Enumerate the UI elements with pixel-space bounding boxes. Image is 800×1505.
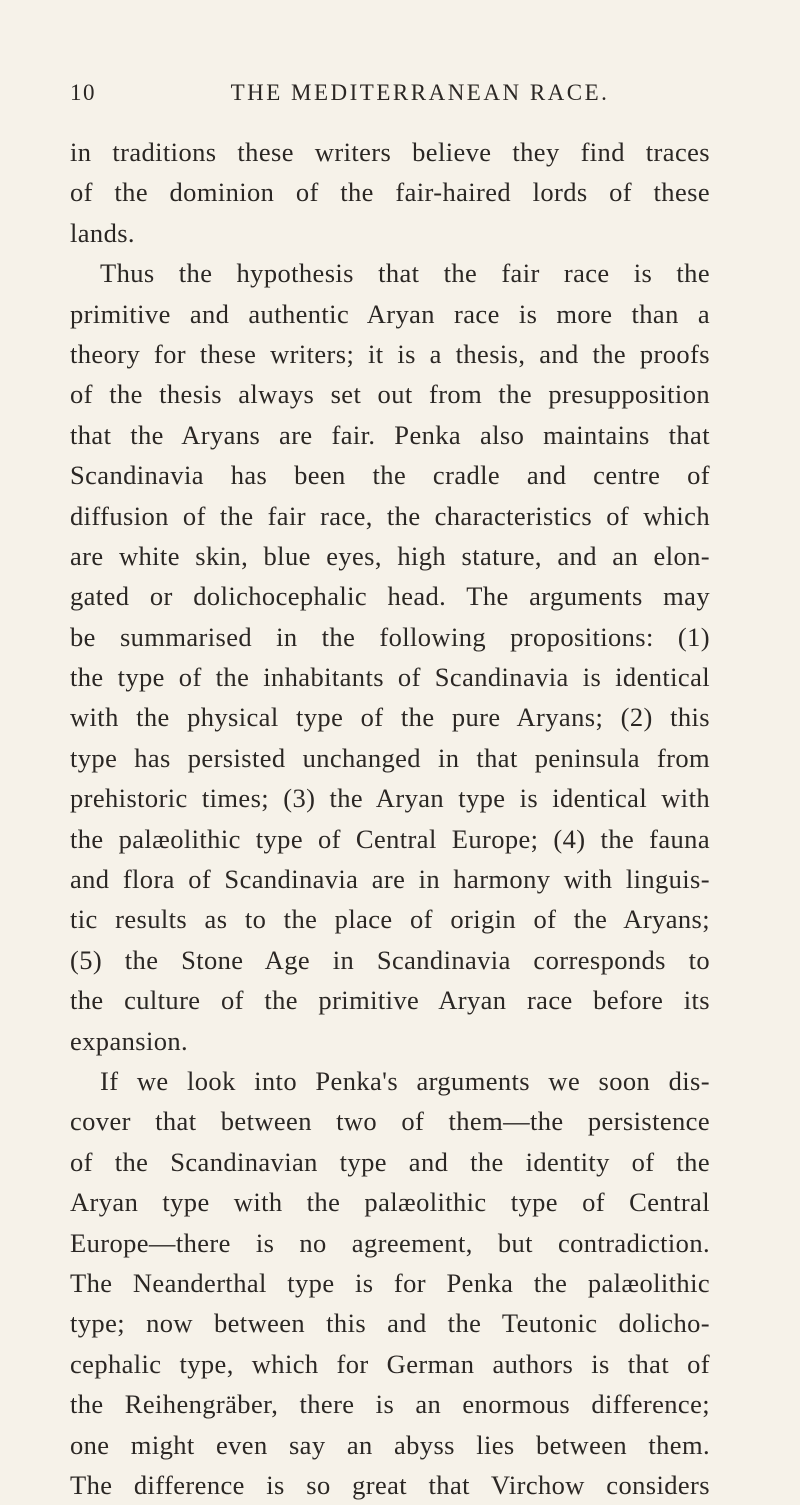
text-line: prehistoric times; (3) the Aryan type is identical with <box>70 783 710 814</box>
text-line: gated or dolichocephalic head. The arguments may <box>70 581 710 612</box>
text-line: theory for these writers; it is a thesis, and the proofs <box>70 338 710 369</box>
text-line: cover that between two of them—the persistence <box>70 1106 710 1137</box>
text-line: Scandinavia has been the cradle and centre of <box>70 460 710 491</box>
text-line: tic results as to the place of origin of the Aryans; <box>70 904 710 935</box>
text-line: of the Scandinavian type and the identity of the <box>70 1146 710 1177</box>
page-number: 10 <box>70 80 96 105</box>
text-line: Thus the hypothesis that the fair race is the <box>100 258 710 289</box>
text-line: The Neanderthal type is for Penka the palæolithic <box>70 1267 710 1298</box>
text-line: the Reihengräber, there is an enormous difference; <box>70 1389 710 1420</box>
text-line: be summarised in the following propositions: (1) <box>70 621 710 652</box>
text-line: in traditions these writers believe they find traces <box>70 137 710 167</box>
text-line: type has persisted unchanged in that peninsula from <box>70 742 710 773</box>
text-line: of the dominion of the fair-haired lords of these <box>70 177 710 208</box>
text-line: the culture of the primitive Aryan race before its <box>70 985 710 1016</box>
text-line: and flora of Scandinavia are in harmony with linguis- <box>70 864 710 895</box>
text-line: If we look into Penka's arguments we soon dis- <box>100 1065 710 1096</box>
running-head <box>70 80 730 114</box>
running-title: THE MEDITERRANEAN RACE. <box>230 80 610 105</box>
text-line: (5) the Stone Age in Scandinavia corresponds to <box>70 944 710 975</box>
text-line: Aryan type with the palæolithic type of Central <box>70 1187 710 1218</box>
text-line: The difference is so great that Virchow considers <box>70 1469 710 1500</box>
text-line: cephalic type, which for German authors is that of <box>70 1348 710 1379</box>
text-line: diffusion of the fair race, the characteristics of which <box>70 500 710 531</box>
body-text <box>70 132 710 1505</box>
text-line: are white skin, blue eyes, high stature, and an elon- <box>70 540 710 571</box>
text-line: Europe—there is no agreement, but contradiction. <box>70 1227 710 1258</box>
text-line: primitive and authentic Aryan race is more than a <box>70 298 710 329</box>
text-line: one might even say an abyss lies between them. <box>70 1429 710 1460</box>
text-line: with the physical type of the pure Aryans; (2) this <box>70 702 710 733</box>
text-line: the palæolithic type of Central Europe; (4) the fauna <box>70 823 710 854</box>
text-line: of the thesis always set out from the presupposition <box>70 379 710 410</box>
text-line: type; now between this and the Teutonic dolicho- <box>70 1308 710 1339</box>
text-line: the type of the inhabitants of Scandinavia is identical <box>70 662 710 693</box>
text-line: that the Aryans are fair. Penka also maintains that <box>70 419 710 450</box>
text-line: lands. <box>70 217 135 248</box>
text-line: expansion. <box>70 1025 189 1056</box>
